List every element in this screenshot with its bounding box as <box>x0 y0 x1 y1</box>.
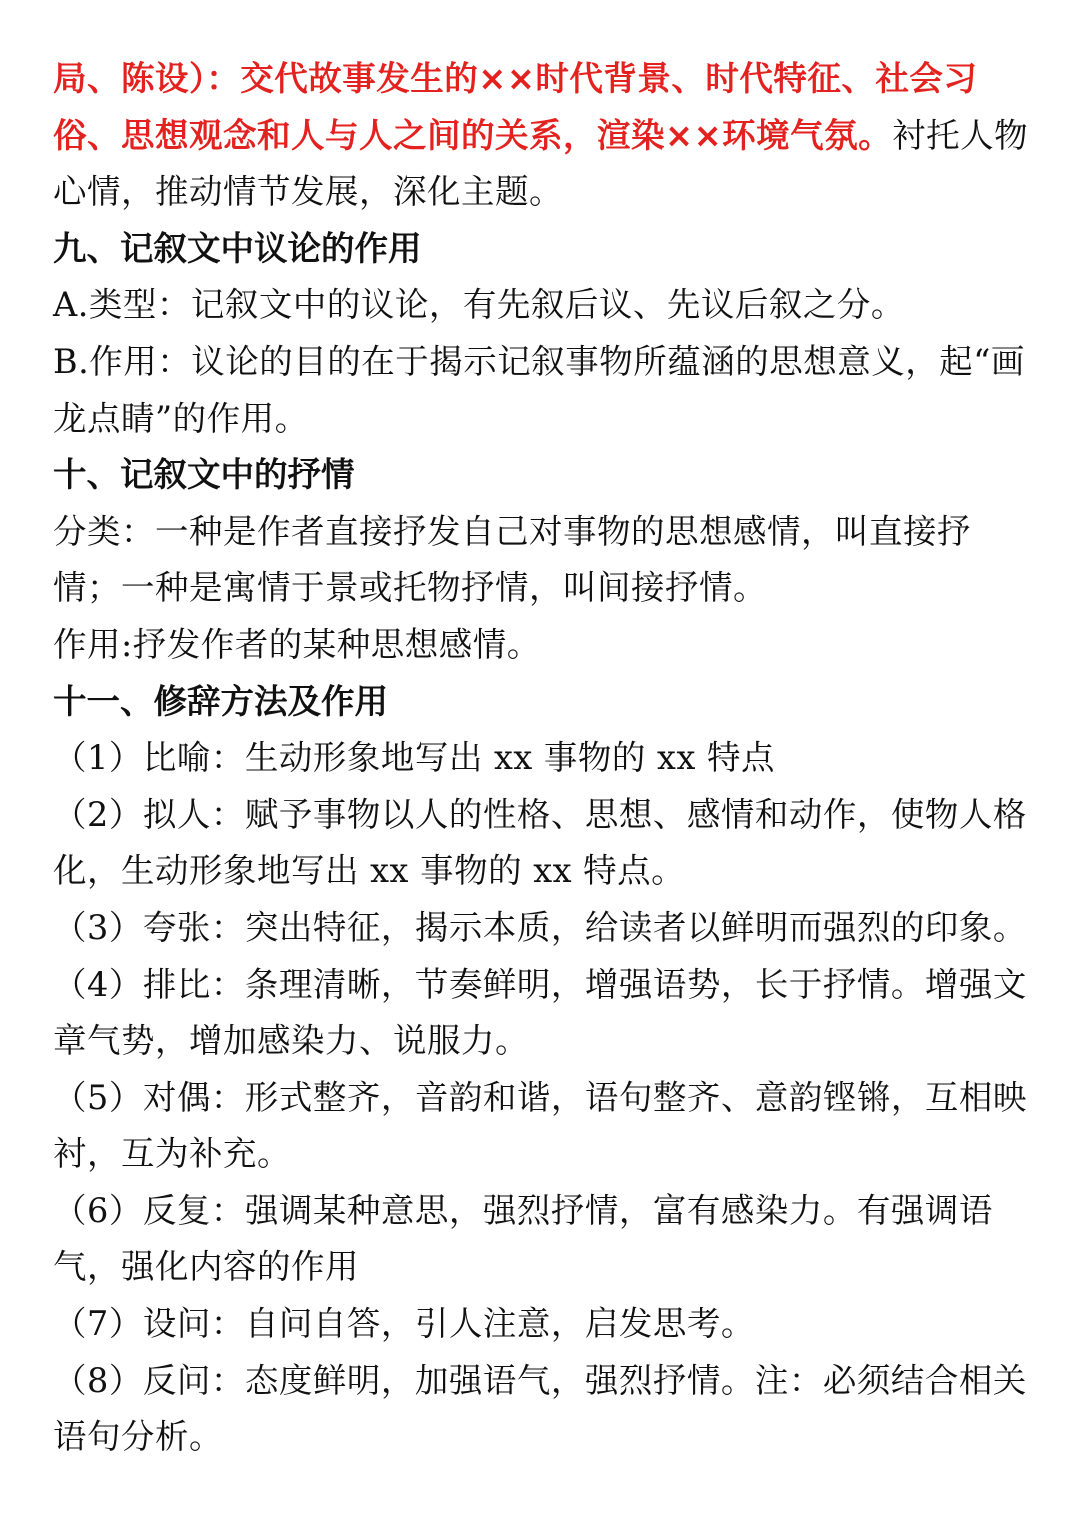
rhetoric-item-rhetorical-question: （8）反问：态度鲜明，加强语气，强烈抒情。注：必须结合相关语句分析。 <box>53 1360 1027 1457</box>
rhetoric-item-repetition: （6）反复：强调某种意思，强烈抒情，富有感染力。有强调语气，强化内容的作用 <box>53 1190 993 1287</box>
rhetoric-item-parallelism: （4）排比：条理清晰，节奏鲜明，增强语势，长于抒情。增强文章气势，增加感染力、说服力。 <box>53 964 1027 1061</box>
section10-function: 作用:抒发作者的某种思想感情。 <box>53 624 541 664</box>
intro-paragraph <box>53 51 1032 221</box>
intro-highlight: 局、陈设）：交代故事发生的××时代背景、时代特征、社会习俗、思想观念和人与人之间的关系，渲染××环境气氛。 <box>53 59 978 155</box>
rhetoric-item-hyperbole: （3）夸张：突出特征，揭示本质，给读者以鲜明而强烈的印象。 <box>53 907 1027 947</box>
rhetoric-item-metaphor: （1）比喻：生动形象地写出 xx 事物的 xx 特点 <box>53 738 775 778</box>
rhetoric-item-hypophora: （7）设问：自问自答，引人注意，启发思考。 <box>53 1304 755 1344</box>
section9-type: A.类型：记叙文中的议论，有先叙后议、先议后叙之分。 <box>53 285 905 325</box>
rhetoric-item-personification: （2）拟人：赋予事物以人的性格、思想、感情和动作，使物人格化，生动形象地写出 xx 事物的 xx 特点。 <box>53 794 1027 891</box>
section9-heading: 九、记叙文中议论的作用 <box>53 228 422 268</box>
intro-plain: 衬托人物心情，推动情节发展，深化主题。 <box>53 115 1029 212</box>
section11-heading: 十一、修辞方法及作用 <box>53 681 388 721</box>
rhetoric-item-antithesis: （5）对偶：形式整齐，音韵和谐，语句整齐、意韵铿锵，互相映衬，互为补充。 <box>53 1077 1027 1174</box>
section10-classification: 分类：一种是作者直接抒发自己对事物的思想感情，叫直接抒情；一种是寓情于景或托物抒情，叫间接抒情。 <box>53 511 971 608</box>
section9-function: B.作用：议论的目的在于揭示记叙事物所蕴涵的思想意义，起“画龙点睛”的作用。 <box>53 341 1025 438</box>
section10-heading: 十、记叙文中的抒情 <box>53 455 355 495</box>
